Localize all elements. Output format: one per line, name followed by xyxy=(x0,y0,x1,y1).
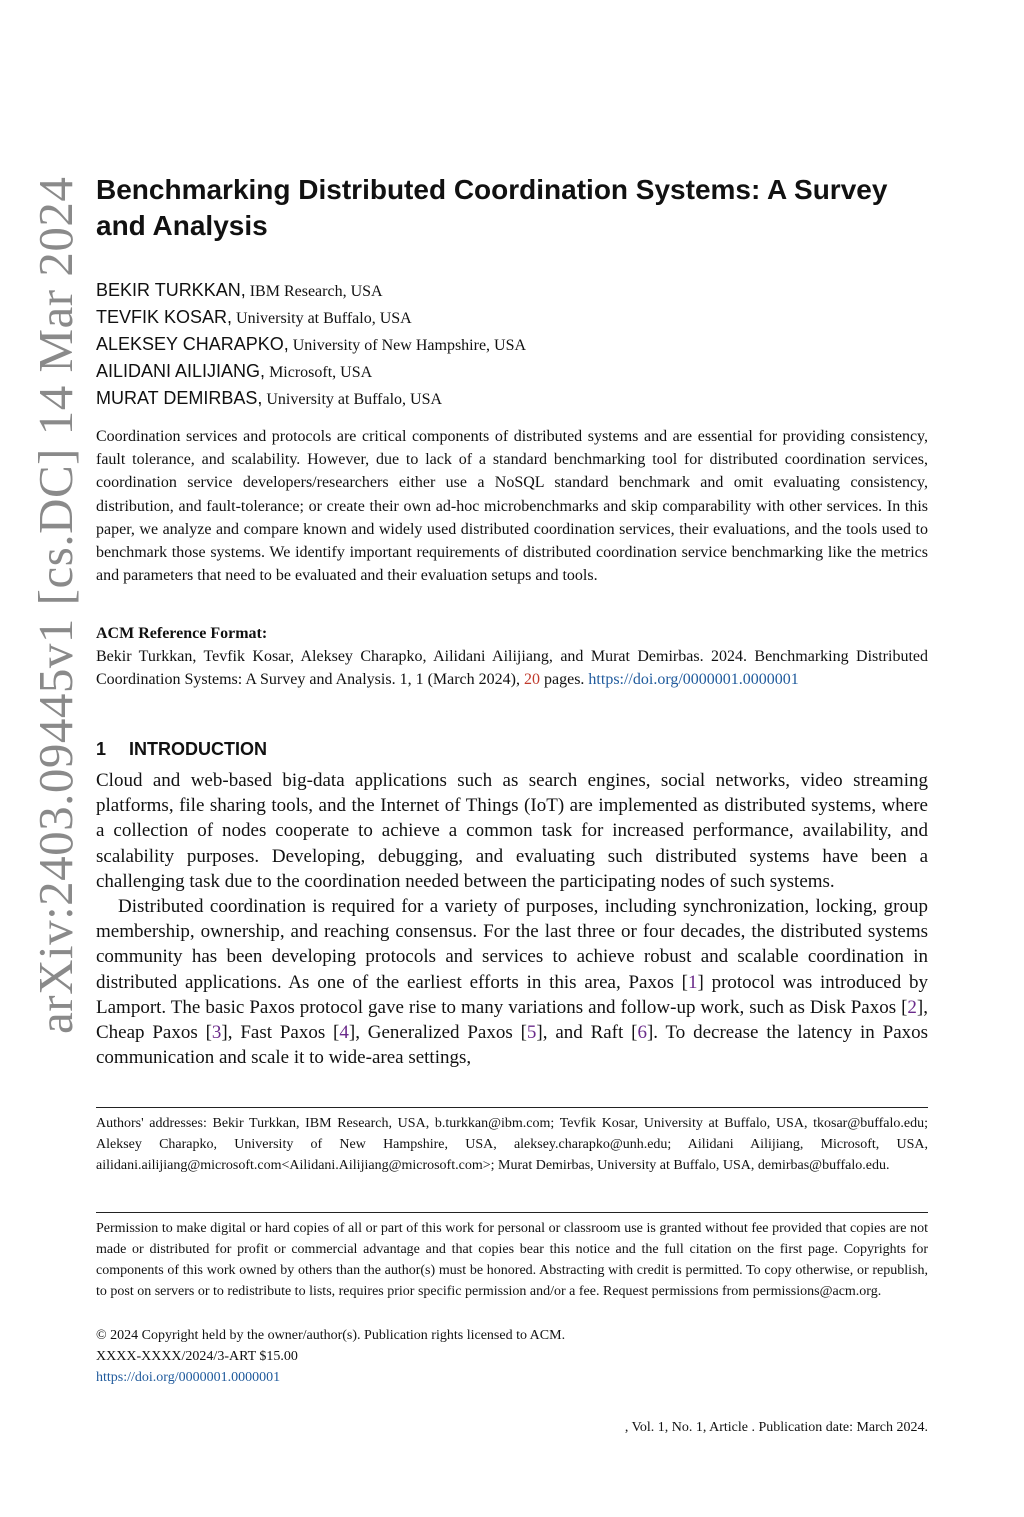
page-count-link[interactable]: 20 xyxy=(523,671,540,688)
permission-notice: Permission to make digital or hard copies of all or part of this work for personal or classroom use is granted without fee provided that copies are not made or distributed for profit or commercial advantage and that copies bear this notice and the full citation on the first page. Copyrights for components of this work owned by others than the author(s) must be honored. Abstracting with credit is permitted. To copy otherwise, or republish, to post on servers or to redistribute to lists, requires prior specific permission and/or a fee. Request permissions from permissions@acm.org. xyxy=(96,1221,928,1299)
paragraph-text: . To decrease the latency in Paxos communication and scale it to wide-area settings, xyxy=(96,1022,929,1069)
abstract: Coordination services and protocols are critical components of distributed systems and are essential for providing consistency, fault tolerance, and scalability. However, due to lack of a standard benchmarking tool for distributed coordination services, coordination service developers/researchers either use a NoSQL standard benchmark and omit evaluating consistency, distribution, and fault-tolerance; or create their own ad-hoc microbenchmarks and skip comparability with other services. In this paper, we analyze and compare known and widely used distributed coordination services, their evaluations, and the tools used to benchmark those systems. We identify important requirements of distributed coordination service benchmarking like the metrics and parameters that need to be evaluated and their evaluation setups and tools. xyxy=(96,428,928,585)
author-name: AILIDANI AILIJIANG, xyxy=(96,361,266,381)
acm-reference-heading: ACM Reference Format: xyxy=(96,625,268,642)
doi-link[interactable]: https://doi.org/0000001.0000001 xyxy=(588,671,799,688)
copyright-doi-link[interactable]: https://doi.org/0000001.0000001 xyxy=(96,1370,281,1385)
author-affiliation: University at Buffalo, USA xyxy=(236,310,412,327)
section-number: 1 xyxy=(96,739,107,759)
copyright-block xyxy=(96,1325,928,1388)
acm-reference-text xyxy=(96,645,928,691)
author-affiliation: Microsoft, USA xyxy=(269,364,373,381)
citation-link[interactable]: 5 xyxy=(526,1022,537,1044)
authors-addresses: Authors' addresses: Bekir Turkkan, IBM Research, USA, b.turkkan@ibm.com; Tevfik Kosar, University at Buffalo, USA, tkosar@buffalo.edu; Aleksey Charapko, University of New Hampshire, USA, aleksey.charapko@unh.edu; Ailidani Ailijiang, Microsoft, USA, ailidani.ailijiang@microsoft.com<Ailidani.Ailijiang@microsoft.com>; Murat Demirbas, University at Buffalo, USA, demirbas@buffalo.edu. xyxy=(96,1116,928,1173)
introduction-body xyxy=(96,768,928,1070)
author-list xyxy=(96,277,928,412)
permission-divider xyxy=(96,1212,928,1213)
author-entry xyxy=(96,277,928,304)
pages-label: pages. xyxy=(543,671,585,688)
author-affiliation: University at Buffalo, USA xyxy=(266,391,443,408)
section-heading xyxy=(96,737,267,761)
citation-link[interactable]: 3 xyxy=(211,1022,222,1044)
author-entry xyxy=(96,358,928,385)
isbn-line: XXXX-XXXX/2024/3-ART $15.00 xyxy=(96,1349,298,1364)
author-name: ALEKSEY CHARAPKO, xyxy=(96,334,289,354)
author-entry xyxy=(96,385,928,412)
arxiv-stamp: arXiv:2403.09445v1 [cs.DC] 14 Mar 2024 xyxy=(28,176,83,1034)
author-name: BEKIR TURKKAN, xyxy=(96,280,246,300)
paragraph-text: , and Raft xyxy=(542,1022,624,1044)
citation-link[interactable]: 4 xyxy=(339,1022,349,1044)
citation-link[interactable]: 2 xyxy=(907,996,917,1018)
paragraph-text: , Cheap Paxos xyxy=(96,996,928,1044)
paragraph: Distributed coordination is required for a variety of purposes, including synchronization, locking, group membership, ownership, and reaching consensus. For the last three or four decades, the distributed systems community has been developing protocols and services to achieve robust and scalable coordination in distributed applications. As one of the earliest efforts in this area, Paxos [1] protocol was introduced by Lamport. The basic Paxos protocol gave rise to many variations and follow-up work, such as Disk Paxos [2], Cheap Paxos [3], Fast Paxos [4], Generalized Paxos [5], and Raft [6]. To decrease the latency in Paxos communication and scale it to wide-area settings, xyxy=(96,896,929,1069)
author-entry xyxy=(96,331,928,358)
author-affiliation: University of New Hampshire, USA xyxy=(292,337,527,354)
paragraph-text: Distributed coordination is required for a variety of purposes, including synchronization, locking, group membership, ownership, and reaching consensus. For the last three or four decades, the distributed systems community has been developing protocols and services to achieve robust and scalable coordination in distributed applications. As one of the earliest efforts in this area, Paxos xyxy=(96,896,928,993)
author-affiliation: IBM Research, USA xyxy=(249,283,383,300)
author-name: MURAT DEMIRBAS, xyxy=(96,388,263,408)
footnote-divider xyxy=(96,1107,928,1108)
page-footer: , Vol. 1, No. 1, Article . Publication date: March 2024. xyxy=(624,1420,928,1435)
author-name: TEVFIK KOSAR, xyxy=(96,307,233,327)
acm-reference-citation: Bekir Turkkan, Tevfik Kosar, Aleksey Charapko, Ailidani Ailijiang, and Murat Demirbas. 2024. Benchmarking Distributed Coordination Systems: A Survey and Analysis. 1, 1 (March 2024), xyxy=(96,648,928,688)
citation-link[interactable]: 6 xyxy=(637,1022,647,1044)
paragraph-text: , Fast Paxos xyxy=(227,1022,326,1044)
paragraph: Cloud and web-based big-data applications such as search engines, social networks, video streaming platforms, file sharing tools, and the Internet of Things (IoT) are implemented as distributed systems, where a collection of nodes cooperate to achieve a common task for increased performance, availability, and scalability purposes. Developing, debugging, and evaluating such distributed systems have been a challenging task due to the coordination needed between the participating nodes of such systems. xyxy=(96,770,928,892)
paragraph-text: , Generalized Paxos xyxy=(355,1022,513,1044)
copyright-line: © 2024 Copyright held by the owner/author(s). Publication rights licensed to ACM. xyxy=(96,1328,566,1343)
paragraph-text: protocol was introduced by Lamport. The basic Paxos protocol gave rise to many variations and follow-up work, such as Disk Paxos xyxy=(96,971,928,1018)
acm-reference xyxy=(96,622,928,691)
section-title: INTRODUCTION xyxy=(129,739,267,759)
paper-title: Benchmarking Distributed Coordination Systems: A Survey and Analysis xyxy=(96,174,888,241)
author-entry xyxy=(96,304,928,331)
citation-link[interactable]: 1 xyxy=(687,971,698,993)
